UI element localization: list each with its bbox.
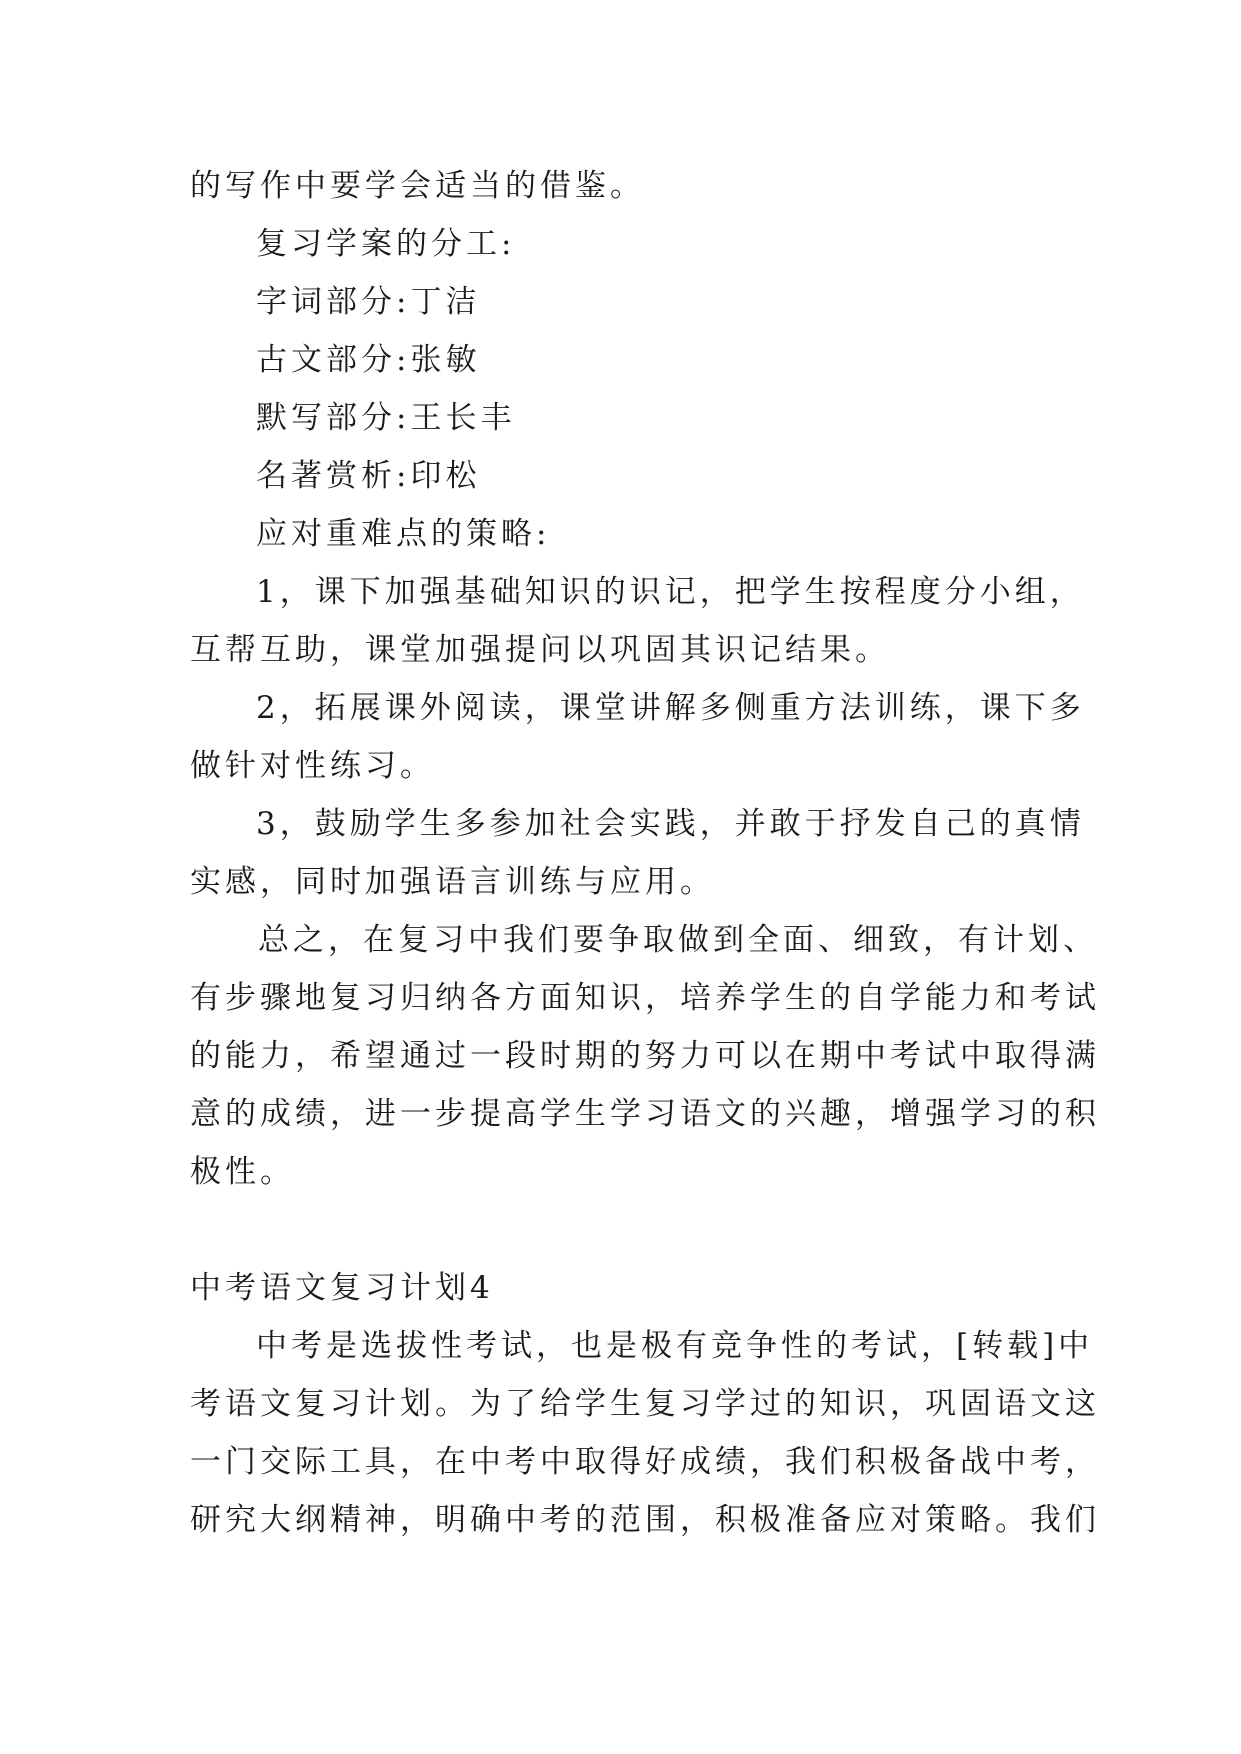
text-line: 字词部分:丁洁 — [256, 284, 481, 320]
text-line: 一门交际工具，在中考中取得好成绩，我们积极备战中考， — [190, 1444, 1100, 1480]
text-line: 研究大纲精神，明确中考的范围，积极准备应对策略。我们 — [190, 1502, 1100, 1538]
text-line: 实感，同时加强语言训练与应用。 — [190, 864, 715, 900]
text-line: 意的成绩，进一步提高学生学习语文的兴趣，增强学习的积 — [190, 1096, 1100, 1132]
section-heading: 中考语文复习计划4 — [190, 1270, 494, 1306]
text-line: 复习学案的分工: — [256, 226, 516, 262]
text-line: 名著赏析:印松 — [256, 458, 481, 494]
text-line: 有步骤地复习归纳各方面知识，培养学生的自学能力和考试 — [190, 980, 1100, 1016]
text-line: 默写部分:王长丰 — [256, 400, 516, 436]
text-line: 1，课下加强基础知识的识记，把学生按程度分小组， — [256, 574, 1085, 610]
text-line: 的能力，希望通过一段时期的努力可以在期中考试中取得满 — [190, 1038, 1100, 1074]
text-line: 总之，在复习中我们要争取做到全面、细致，有计划、 — [258, 922, 1098, 958]
text-line: 考语文复习计划。为了给学生复习学过的知识，巩固语文这 — [190, 1386, 1100, 1422]
text-line: 古文部分:张敏 — [256, 342, 481, 378]
text-line: 的写作中要学会适当的借鉴。 — [190, 168, 645, 204]
text-line: 做针对性练习。 — [190, 748, 435, 784]
text-line: 中考是选拔性考试，也是极有竞争性的考试，[转载]中 — [256, 1328, 1094, 1364]
text-line: 应对重难点的策略: — [256, 516, 551, 552]
text-line: 3，鼓励学生多参加社会实践，并敢于抒发自己的真情 — [256, 806, 1085, 842]
text-line: 互帮互助，课堂加强提问以巩固其识记结果。 — [190, 632, 890, 668]
text-line: 极性。 — [190, 1154, 295, 1190]
text-line: 2，拓展课外阅读，课堂讲解多侧重方法训练，课下多 — [256, 690, 1085, 726]
